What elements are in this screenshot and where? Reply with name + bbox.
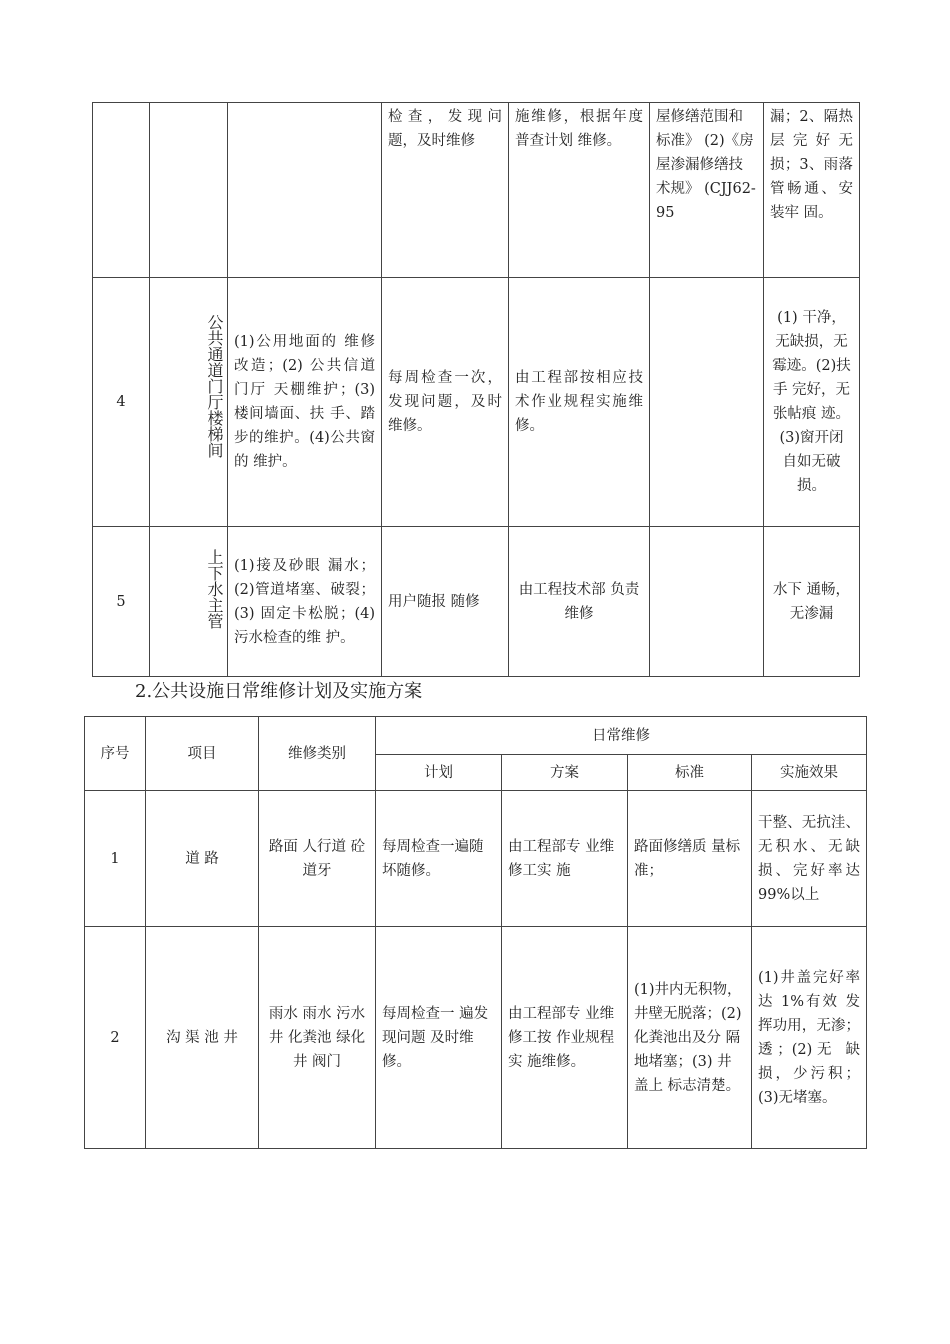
cell-scheme: 由工程部按相应技术作业规程实施维修。 — [509, 278, 650, 527]
header-plan: 计划 — [376, 755, 502, 791]
cell-no: 1 — [85, 791, 146, 927]
header-item: 项目 — [146, 717, 259, 791]
vertical-text: 上下水主管 — [205, 549, 224, 629]
table-row — [85, 791, 867, 927]
public-facilities-maintenance-table — [84, 716, 867, 1149]
cell-item: 道 路 — [146, 791, 259, 927]
cell-scheme: 由工程部专 业维修工实 施 — [502, 791, 628, 927]
cell-plan: 每周检查一次，发现问题，及时维修。 — [382, 278, 509, 527]
cell-category: 路面 人行道 砼道牙 — [259, 791, 376, 927]
cell-effect: (1)井盖完好率达 1%有效 发挥功用，无渗；透；(2)无 缺损，少污积；(3)无堵塞。 — [752, 927, 867, 1149]
cell-category: (1)公用地面的 维修改造；(2) 公共信道门厅 天棚维护；(3)楼间墙面、扶 手、踏步的维护。(4)公共窗的 维护。 — [228, 278, 382, 527]
cell-standard — [650, 278, 764, 527]
cell-standard: (1)井内无积物，井壁无脱落；(2)化粪池出及分 隔地堵塞；(3) 井盖上 标志清楚。 — [628, 927, 752, 1149]
table-row — [85, 927, 867, 1149]
cell-effect: 干整、无抗洼、无积水、无缺损、完好率达99%以上 — [752, 791, 867, 927]
header-no: 序号 — [85, 717, 146, 791]
cell-scheme: 施维修，根据年度普查计划 维修。 — [509, 103, 650, 278]
cell-effect: 水下 通畅，无渗漏 — [764, 527, 860, 677]
cell-standard: 屋修缮范围和标准》 (2)《房屋渗漏修缮技术规》 (CJJ62-95 — [650, 103, 764, 278]
table-row — [93, 527, 860, 677]
cell-scheme: 由工程部专 业维修工按 作业规程实 施维修。 — [502, 927, 628, 1149]
header-standard: 标准 — [628, 755, 752, 791]
header-scheme: 方案 — [502, 755, 628, 791]
cell-item: 沟 渠 池 井 — [146, 927, 259, 1149]
cell-plan: 每周检查一 遍发现问题 及时维修。 — [376, 927, 502, 1149]
header-effect: 实施效果 — [752, 755, 867, 791]
cell-item — [150, 103, 228, 278]
cell-standard — [650, 527, 764, 677]
vertical-text: 公共通道门厅楼梯间 — [205, 314, 224, 458]
cell-standard: 路面修缮质 量标准； — [628, 791, 752, 927]
cell-effect: 漏；2、隔热层完好无损；3、雨落管畅通、安装牢 固。 — [764, 103, 860, 278]
cell-category: 雨水 雨水 污水井 化粪池 绿化井 阀门 — [259, 927, 376, 1149]
cell-plan: 每周检查一遍随坏随修。 — [376, 791, 502, 927]
cell-no: 4 — [93, 278, 150, 527]
cell-plan: 检查，发现问题，及时维修 — [382, 103, 509, 278]
cell-category: (1)接及砂眼 漏水；(2)管道堵塞、破裂；(3) 固定卡松脱；(4) 污水检查的维 护。 — [228, 527, 382, 677]
table-row — [93, 103, 860, 278]
cell-item-vertical — [150, 527, 228, 677]
cell-category — [228, 103, 382, 278]
cell-no: 5 — [93, 527, 150, 677]
cell-item-vertical — [150, 278, 228, 527]
table-row — [93, 278, 860, 527]
cell-plan: 用户随报 随修 — [382, 527, 509, 677]
header-daily-maintenance: 日常维修 — [376, 717, 867, 755]
maintenance-table-continued — [92, 102, 860, 677]
cell-no: 2 — [85, 927, 146, 1149]
cell-effect: (1) 干净，无缺损，无霉迹。(2)扶手 完好，无张帖痕 迹。(3)窗开闭 自如无破损。 — [764, 278, 860, 527]
cell-scheme: 由工程技术部 负责维修 — [509, 527, 650, 677]
header-category: 维修类别 — [259, 717, 376, 791]
cell-no — [93, 103, 150, 278]
header-row — [85, 717, 867, 755]
section-heading: 2.公共设施日常维修计划及实施方案 — [135, 681, 423, 702]
